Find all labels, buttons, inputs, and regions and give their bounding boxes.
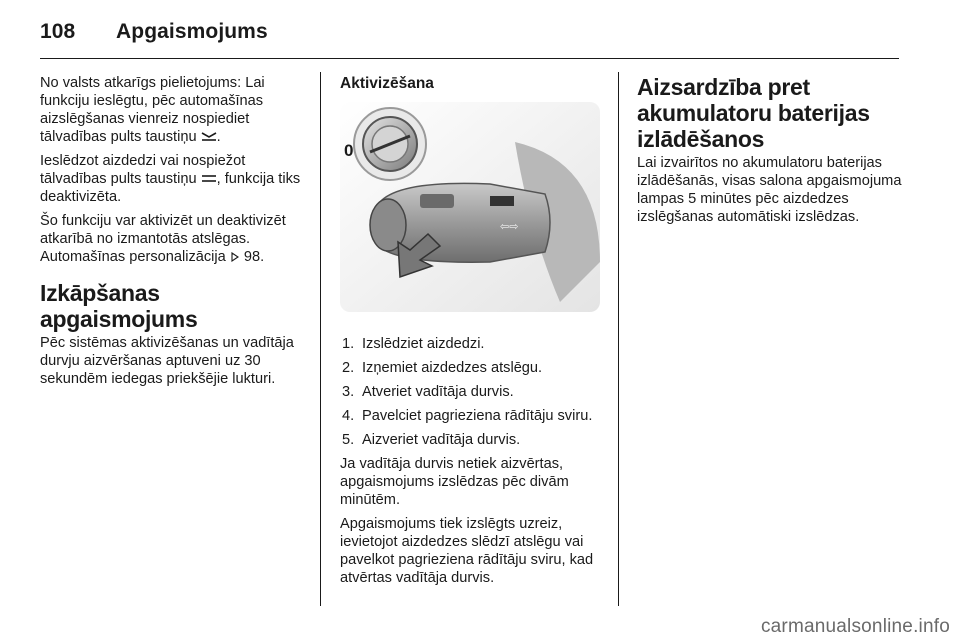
turn-signal-lever-illustration xyxy=(340,102,600,312)
section-heading: Izkāpšanas apgaismojums xyxy=(40,280,198,332)
lock-button-icon xyxy=(201,130,217,142)
paragraph: Šo funkciju var aktivizēt un deaktivizēt atkarībā no izmantotās atslēgas. Automašīnas personalizācija 98. xyxy=(40,213,286,265)
list-item: 2. Izņemiet aizdedzes atslēgu. xyxy=(342,360,543,376)
paragraph: Apgaismojums tiek izslēgts uzreiz, ievietojot aizdedzes slēdzī atslēgu vai pavelkot pagrieziena rādītāju sviru, kad atvērtas vadītāja durvis. xyxy=(340,516,594,586)
figure-label: 0 xyxy=(344,141,354,160)
watermark: carmanualsonline.info xyxy=(760,616,950,637)
list-item: 3. Atveriet vadītāja durvis. xyxy=(342,384,514,400)
list-item: 1. Izslēdziet aizdedzi. xyxy=(342,336,485,352)
column-2 xyxy=(340,74,612,593)
list-item: 4. Pavelciet pagrieziena rādītāju sviru. xyxy=(342,408,593,424)
paragraph: Pēc sistēmas aktivizēšanas un vadītāja durvju aizvēršanas aptuveni uz 30 sekundēm iedegas priekšējie lukturi. xyxy=(40,335,294,387)
header-rule xyxy=(40,58,899,59)
section-heading: Aktivizēšana xyxy=(340,75,434,92)
paragraph: Ieslēdzot aizdedzi vai nospiežot tālvadības pults taustiņu , funkcija tiks deaktivizēta. xyxy=(40,153,301,205)
paragraph: Lai izvairītos no akumulatoru baterijas izlādēšanās, visas salona apgaismojuma lampas 5 minūtes pēc aizdedzes izslēgšanas automātiski izslēdzas. xyxy=(637,155,902,225)
column-divider xyxy=(618,72,619,606)
paragraph: No valsts atkarīgs pielietojums: Lai funkciju ieslēgtu, pēc automašīnas aizslēgšanas vienreiz nospiediet tālvadības pults taustiņu . xyxy=(40,75,265,145)
unlock-button-icon xyxy=(201,172,217,184)
page-ref-arrow-icon xyxy=(230,252,240,262)
page-ref[interactable]: 98 xyxy=(243,249,261,265)
column-divider xyxy=(320,72,321,606)
page-number: 108 xyxy=(40,20,76,43)
column-1 xyxy=(40,74,310,394)
steps-list xyxy=(340,335,612,449)
page-title: Apgaismojums xyxy=(116,20,268,43)
svg-text:⇦⇨: ⇦⇨ xyxy=(500,221,519,233)
column-3 xyxy=(637,74,907,232)
page-header xyxy=(40,20,268,44)
list-item: 5. Aizveriet vadītāja durvis. xyxy=(342,432,521,448)
paragraph: Ja vadītāja durvis netiek aizvērtas, apgaismojums izslēdzas pēc divām minūtēm. xyxy=(340,456,569,508)
section-heading: Aizsardzība pret akumulatoru baterijas izlādēšanos xyxy=(637,74,870,152)
